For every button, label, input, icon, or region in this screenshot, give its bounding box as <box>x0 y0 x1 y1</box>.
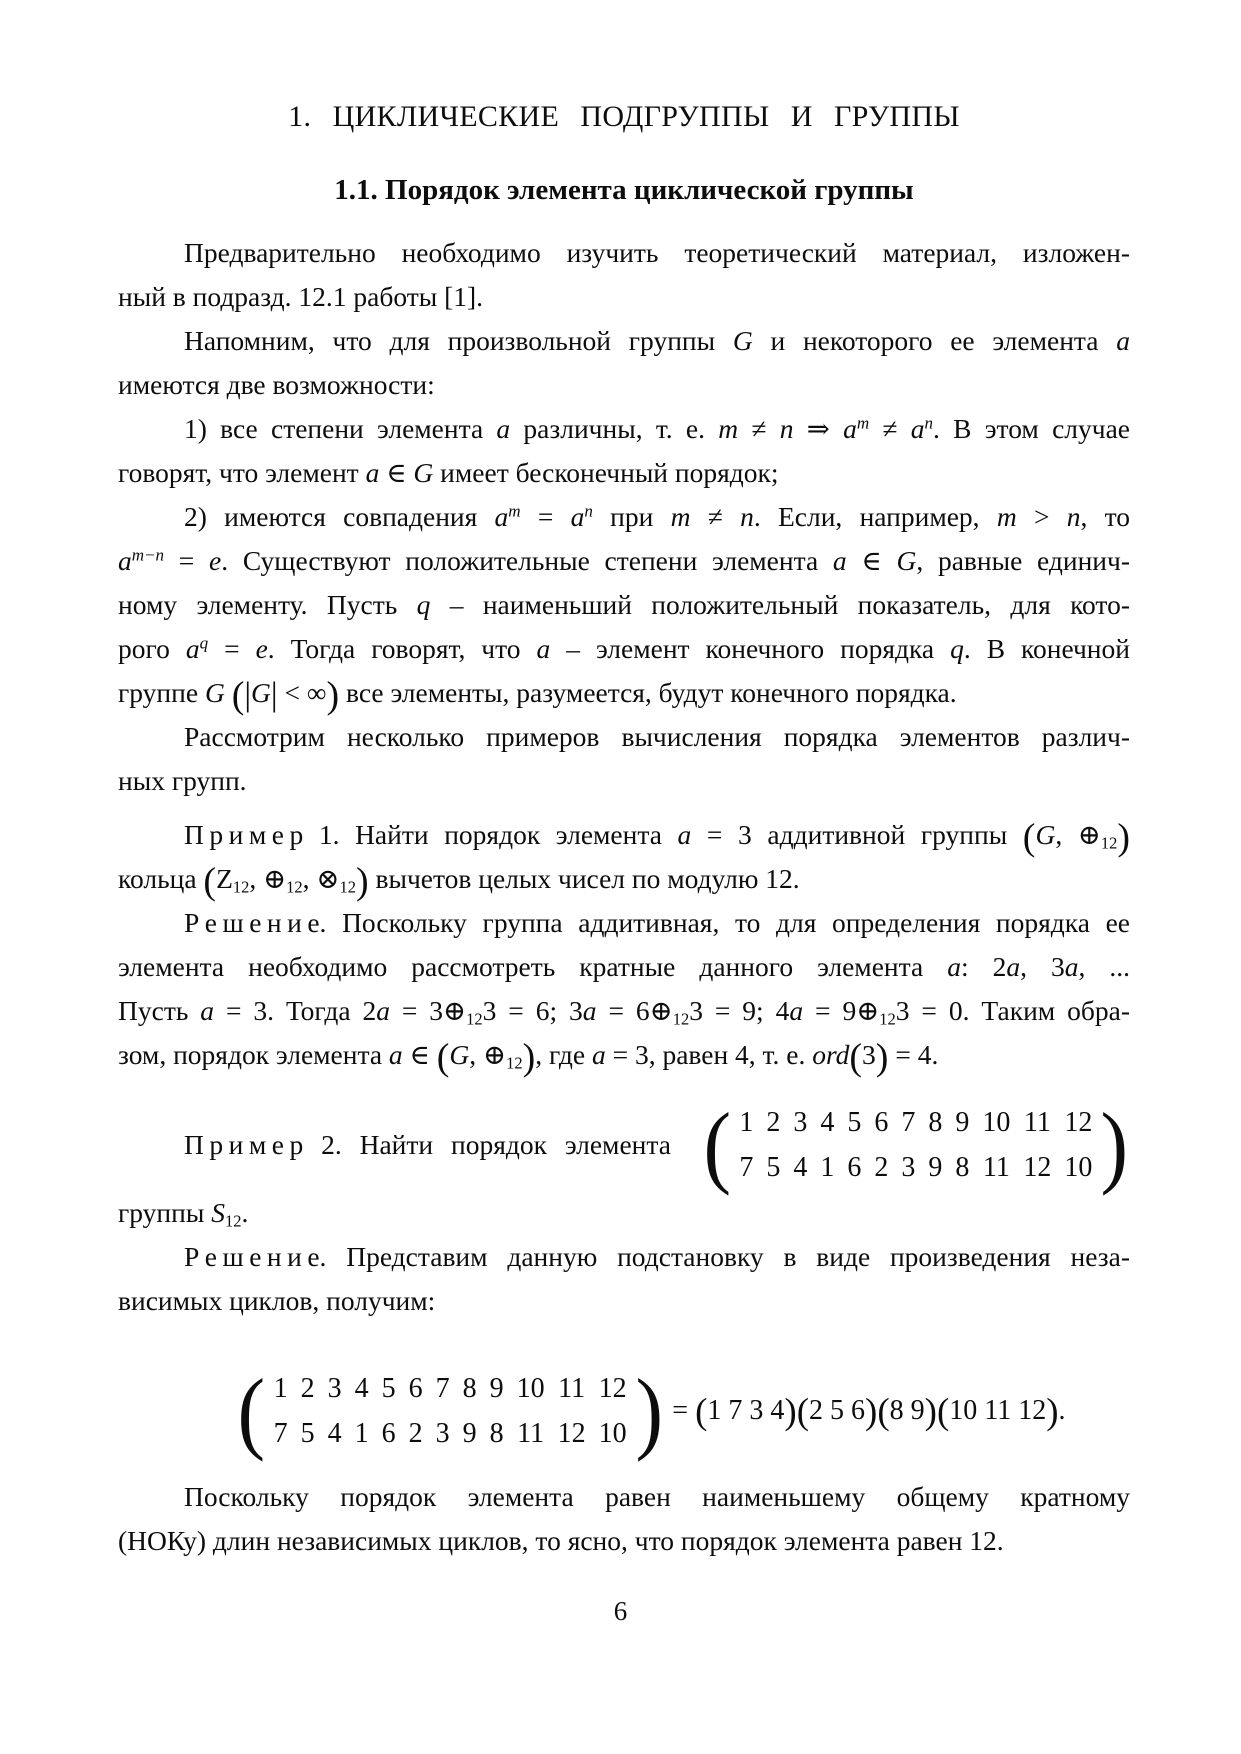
paragraph-line <box>118 1033 1130 1077</box>
paragraph-line <box>118 319 1130 363</box>
math-run: ) <box>875 1036 889 1079</box>
math-run: G <box>1035 819 1056 850</box>
text-run: = 3, равен 4, т. е. <box>605 1039 813 1070</box>
math-run: q <box>416 589 431 620</box>
math-run: a <box>591 1039 606 1070</box>
matrix-cell: 7 <box>435 1373 450 1404</box>
math-run: ( <box>436 1036 450 1079</box>
math-run: a <box>200 995 215 1026</box>
text-run: , где <box>535 1039 592 1070</box>
math-run: a <box>832 545 847 576</box>
math-run: a <box>1064 951 1079 982</box>
matrix-cell: 9 <box>462 1418 477 1449</box>
text-run: = <box>520 501 571 532</box>
cycle-product <box>672 1390 1066 1432</box>
text-run <box>225 677 232 708</box>
matrix-cell: 9 <box>955 1107 970 1138</box>
matrix-cell: 1 <box>354 1418 369 1449</box>
math-run: ) <box>355 860 369 903</box>
example-1-heading-line <box>118 813 1130 857</box>
matrix-cell: 8 <box>489 1418 504 1449</box>
text-run: , ⊕ <box>249 863 287 894</box>
text-run: . Существуют положительные степени элемента <box>221 545 833 576</box>
text-run: группы <box>118 1197 212 1228</box>
text-run: , ⊗ <box>302 863 340 894</box>
text-run: ный в подразд. 12.1 работы [1]. <box>118 281 484 312</box>
matrix-cell: 12 <box>598 1373 627 1404</box>
matrix-cell: 6 <box>874 1107 889 1138</box>
paragraph-line <box>118 945 1130 989</box>
text-run: говорят, что элемент <box>118 457 366 488</box>
math-run: a <box>494 501 509 532</box>
text-run: = 3. Тогда 2 <box>214 995 377 1026</box>
matrix-cell: 3 <box>435 1418 450 1449</box>
math-run: q <box>199 633 209 653</box>
text-run: элемента необходимо рассмотреть кратные данного элемента <box>118 951 948 982</box>
text-run: имеются две возможности: <box>118 369 435 400</box>
matrix-cell: 8 <box>955 1152 970 1183</box>
math-run: ( <box>796 1390 810 1432</box>
matrix-cell: 11 <box>982 1152 1010 1183</box>
math-run: 12 <box>506 1053 523 1073</box>
text-run: . Тогда говорят, что <box>267 633 537 664</box>
text-run: = <box>672 1395 696 1426</box>
text-run: – наименьший положительный показатель, для кото- <box>430 589 1130 620</box>
text-run: различны, т. е. <box>510 413 719 444</box>
matrix-cell: 2 <box>300 1373 315 1404</box>
text-run: П р и м е р 1. Найти порядок элемента <box>184 819 678 850</box>
matrix-cell: 7 <box>901 1107 916 1138</box>
text-run: рого <box>118 633 186 664</box>
matrix-cell: 6 <box>381 1418 396 1449</box>
matrix-cell: 6 <box>408 1373 423 1404</box>
math-run: n <box>924 413 933 433</box>
example-2-intro <box>118 1123 671 1167</box>
math-run: n <box>740 501 754 532</box>
matrix-cell: 7 <box>739 1152 754 1183</box>
math-run: ( <box>203 860 217 903</box>
text-run: < ∞ <box>277 677 327 708</box>
math-run: e <box>255 633 268 664</box>
math-run: a <box>789 995 804 1026</box>
paragraph-line <box>118 1519 1130 1563</box>
math-run: m <box>856 413 870 433</box>
math-run: ( <box>877 1390 890 1432</box>
math-run: ) <box>522 1036 536 1079</box>
math-run: ) <box>784 1390 797 1432</box>
math-run: ( <box>849 1036 863 1079</box>
paragraph-line <box>118 583 1130 627</box>
paragraph-line <box>118 495 1130 539</box>
page-content <box>118 0 1130 1563</box>
math-run: 12 <box>1100 833 1118 853</box>
matrix-cell: 4 <box>327 1418 342 1449</box>
matrix-left-paren-icon: ( <box>237 1360 266 1462</box>
text-run: > <box>1016 501 1067 532</box>
paragraph-line <box>118 363 1130 407</box>
matrix-right-paren-icon: ) <box>1100 1094 1129 1196</box>
math-run: a <box>910 413 925 444</box>
text-run: . <box>241 1197 249 1228</box>
math-run: ) <box>1046 1390 1059 1432</box>
math-run: G <box>732 325 753 356</box>
text-run: . <box>1058 1395 1066 1426</box>
matrix-cell: 6 <box>847 1152 862 1183</box>
matrix-cell: 11 <box>517 1418 545 1449</box>
matrix-cell: 1 <box>273 1373 288 1404</box>
paragraph-line <box>118 231 1130 275</box>
matrix-right-paren-icon: ) <box>635 1360 663 1462</box>
text-run: 2 5 6 <box>809 1395 866 1426</box>
paragraph-line <box>118 857 1130 901</box>
text-run: Р е ш е н и е. Поскольку группа аддитивная, то для определения порядка ее <box>184 907 1130 938</box>
math-run: 12 <box>339 877 356 897</box>
math-run: G <box>204 677 225 708</box>
matrix-cell: 2 <box>874 1152 889 1183</box>
text-run: . В конечной <box>963 633 1130 664</box>
text-run: 8 9 <box>889 1395 925 1426</box>
math-run: a <box>118 545 132 576</box>
solution-1-line <box>118 901 1130 945</box>
text-run: – элемент конечного порядка <box>550 633 951 664</box>
matrix-cell: 10 <box>1064 1152 1093 1183</box>
math-run: ( <box>1022 816 1036 859</box>
text-run: Напомним, что для произвольной группы <box>184 325 733 356</box>
text-run: , ... <box>1078 951 1131 982</box>
matrix-cell: 12 <box>1064 1107 1093 1138</box>
text-run: = 3 аддитивной группы <box>691 819 1023 850</box>
text-run: кольца <box>118 863 204 894</box>
math-run: ) <box>865 1390 878 1432</box>
math-run: 12 <box>286 877 303 897</box>
math-run: 12 <box>879 1009 896 1029</box>
text-run: висимых циклов, получим: <box>118 1285 436 1316</box>
text-run: Поскольку порядок элемента равен наименьшему общему кратному <box>184 1481 1130 1512</box>
text-run: . Если, например, <box>753 501 997 532</box>
math-run: a <box>677 819 692 850</box>
text-run: при <box>592 501 671 532</box>
cycle-decomposition-equation <box>236 1360 1130 1462</box>
paragraph-line <box>118 627 1130 671</box>
math-run: a <box>1006 951 1021 982</box>
text-run: Р е ш е н и е. Представим данную подстановку в виде произведения неза- <box>184 1241 1130 1272</box>
text-run: , то <box>1080 501 1131 532</box>
math-run: a <box>388 1039 403 1070</box>
math-run: ord <box>812 1039 850 1070</box>
math-run: G <box>413 457 434 488</box>
math-run: S <box>211 1197 225 1228</box>
text-run: , ⊕ <box>469 1039 507 1070</box>
text-run: и некоторого ее элемента <box>752 325 1117 356</box>
matrix-cell: 11 <box>558 1373 586 1404</box>
matrix-cell: 1 <box>820 1152 835 1183</box>
math-run: m <box>670 501 691 532</box>
matrix-cell: 3 <box>327 1373 342 1404</box>
text-run: 3 <box>862 1039 876 1070</box>
text-run: (НОКу) длин независимых циклов, то ясно, что порядок элемента равен 12. <box>118 1525 1004 1556</box>
text-run: ному элементу. Пусть <box>118 589 417 620</box>
math-run: a <box>365 457 380 488</box>
math-run: 12 <box>224 1211 242 1231</box>
matrix-cell: 7 <box>273 1418 288 1449</box>
math-run: n <box>584 501 593 521</box>
matrix-cell: 12 <box>557 1418 586 1449</box>
text-run: группе <box>118 677 205 708</box>
permutation-matrix <box>236 1360 664 1462</box>
matrix-cell: 5 <box>766 1152 781 1183</box>
text-run: , равные единич- <box>916 545 1131 576</box>
math-run: ) <box>924 1390 937 1432</box>
matrix-left-paren-icon: ( <box>703 1094 731 1196</box>
math-run: a <box>1116 325 1130 356</box>
text-run: = 3⊕ <box>389 995 467 1026</box>
paragraph-line <box>118 1279 1130 1323</box>
body-text <box>118 231 1130 1323</box>
math-run: a <box>376 995 390 1026</box>
math-run: G <box>251 677 271 708</box>
math-run: 12 <box>672 1009 690 1029</box>
text-run: 1 7 3 4 <box>707 1395 785 1426</box>
text-run: П р и м е р 2. Найти порядок элемента <box>184 1129 671 1160</box>
matrix-cell: 4 <box>820 1107 835 1138</box>
math-run: q <box>950 633 964 664</box>
text-run: = 9⊕ <box>803 995 880 1026</box>
paragraph-line <box>118 539 1130 583</box>
math-run: | <box>270 676 278 714</box>
text-run: ∈ <box>402 1039 437 1070</box>
math-run: m−n <box>131 545 165 565</box>
text-run: Пусть <box>118 995 201 1026</box>
paragraph-line <box>118 759 1130 803</box>
matrix-cell: 5 <box>381 1373 396 1404</box>
text-run: ных групп. <box>118 765 247 796</box>
math-run: a <box>185 633 200 664</box>
page-number: 6 <box>613 1596 628 1626</box>
text-run: 3 = 9; 4 <box>689 995 790 1026</box>
matrix-cell: 11 <box>1023 1107 1051 1138</box>
math-run: ) <box>1117 816 1130 859</box>
text-run: , 3 <box>1020 951 1065 982</box>
math-run: n <box>1066 501 1081 532</box>
matrix-cell: 3 <box>793 1107 808 1138</box>
text-run: . В этом случае <box>933 413 1130 444</box>
text-run: 10 11 12 <box>949 1395 1047 1426</box>
text-run: Z <box>216 863 233 894</box>
matrix-cell: 1 <box>739 1107 754 1138</box>
math-run: e <box>209 545 222 576</box>
math-run: 12 <box>466 1009 483 1029</box>
math-run: G <box>449 1039 470 1070</box>
math-run: a <box>496 413 511 444</box>
math-run: | <box>244 676 252 714</box>
text-run: : 2 <box>960 951 1007 982</box>
matrix-cell: 9 <box>489 1373 504 1404</box>
math-run: ) <box>326 674 340 717</box>
math-run: ( <box>695 1390 708 1432</box>
paragraph-line <box>118 407 1130 451</box>
math-run: n <box>779 413 794 444</box>
matrix-cell: 9 <box>928 1152 943 1183</box>
matrix-cell: 12 <box>1023 1152 1052 1183</box>
matrix-cell: 3 <box>901 1152 916 1183</box>
math-run: m <box>508 501 521 521</box>
math-run: a <box>843 413 857 444</box>
paragraph-line <box>118 1475 1130 1519</box>
example-2-block <box>118 1094 1130 1196</box>
text-run: ≠ <box>869 413 911 444</box>
text-run: = 6⊕ <box>596 995 673 1026</box>
text-run: , ⊕ <box>1055 819 1101 850</box>
text-run: Предварительно необходимо изучить теоретический материал, изложен- <box>184 237 1130 268</box>
permutation-matrix-cells <box>267 1366 634 1456</box>
matrix-cell: 4 <box>793 1152 808 1183</box>
text-run: имеет бесконечный порядок; <box>433 457 779 488</box>
paragraph-line <box>118 715 1130 759</box>
paragraph-line <box>118 275 1130 319</box>
text-run: ≠ <box>690 501 741 532</box>
section-heading: 1.1. Порядок элемента циклической группы <box>334 174 914 206</box>
matrix-cell: 8 <box>928 1107 943 1138</box>
math-run: m <box>996 501 1017 532</box>
text-run: зом, порядок элемента <box>118 1039 389 1070</box>
text-run: = 4. <box>888 1039 939 1070</box>
matrix-cell: 8 <box>462 1373 477 1404</box>
paragraph-line <box>118 671 1130 715</box>
matrix-cell: 5 <box>847 1107 862 1138</box>
text-run: = <box>208 633 256 664</box>
text-run: 3 = 6; 3 <box>482 995 583 1026</box>
text-run: ∈ <box>846 545 897 576</box>
text-run: 3 = 0. Таким обра- <box>895 995 1130 1026</box>
paragraph-line <box>118 451 1130 495</box>
matrix-cell: 10 <box>982 1107 1011 1138</box>
math-run: a <box>570 501 585 532</box>
chapter-heading: 1. ЦИКЛИЧЕСКИЕ ПОДГРУППЫ И ГРУППЫ <box>288 100 960 133</box>
math-run: 12 <box>232 877 250 897</box>
matrix-cell: 10 <box>516 1373 545 1404</box>
matrix-cell: 2 <box>766 1107 781 1138</box>
solution-2-line <box>118 1235 1130 1279</box>
permutation-matrix-cells <box>732 1100 1099 1190</box>
math-run: a <box>582 995 597 1026</box>
math-run: a <box>536 633 551 664</box>
text-run: Рассмотрим несколько примеров вычисления порядка элементов различ- <box>184 721 1130 752</box>
matrix-cell: 2 <box>408 1418 423 1449</box>
math-run: a <box>947 951 961 982</box>
text-run: = <box>164 545 210 576</box>
text-run: 2) имеются совпадения <box>184 501 495 532</box>
text-run: ≠ <box>738 413 780 444</box>
paragraph-line <box>118 1191 1130 1235</box>
math-run: G <box>896 545 917 576</box>
matrix-cell: 4 <box>354 1373 369 1404</box>
matrix-cell: 10 <box>598 1418 627 1449</box>
math-run: ( <box>936 1390 950 1432</box>
matrix-cell: 5 <box>300 1418 315 1449</box>
permutation-matrix <box>702 1094 1130 1196</box>
math-run: m <box>718 413 739 444</box>
text-run: ∈ <box>379 457 414 488</box>
text-run: все элементы, разумеется, будут конечного порядка. <box>339 677 957 708</box>
math-run: ( <box>231 674 245 717</box>
closing-paragraph <box>118 1475 1130 1563</box>
paragraph-line <box>118 989 1130 1033</box>
text-run: ⇒ <box>793 413 844 444</box>
text-run: 1) все степени элемента <box>184 413 497 444</box>
text-run: вычетов целых чисел по модулю 12. <box>368 863 800 894</box>
